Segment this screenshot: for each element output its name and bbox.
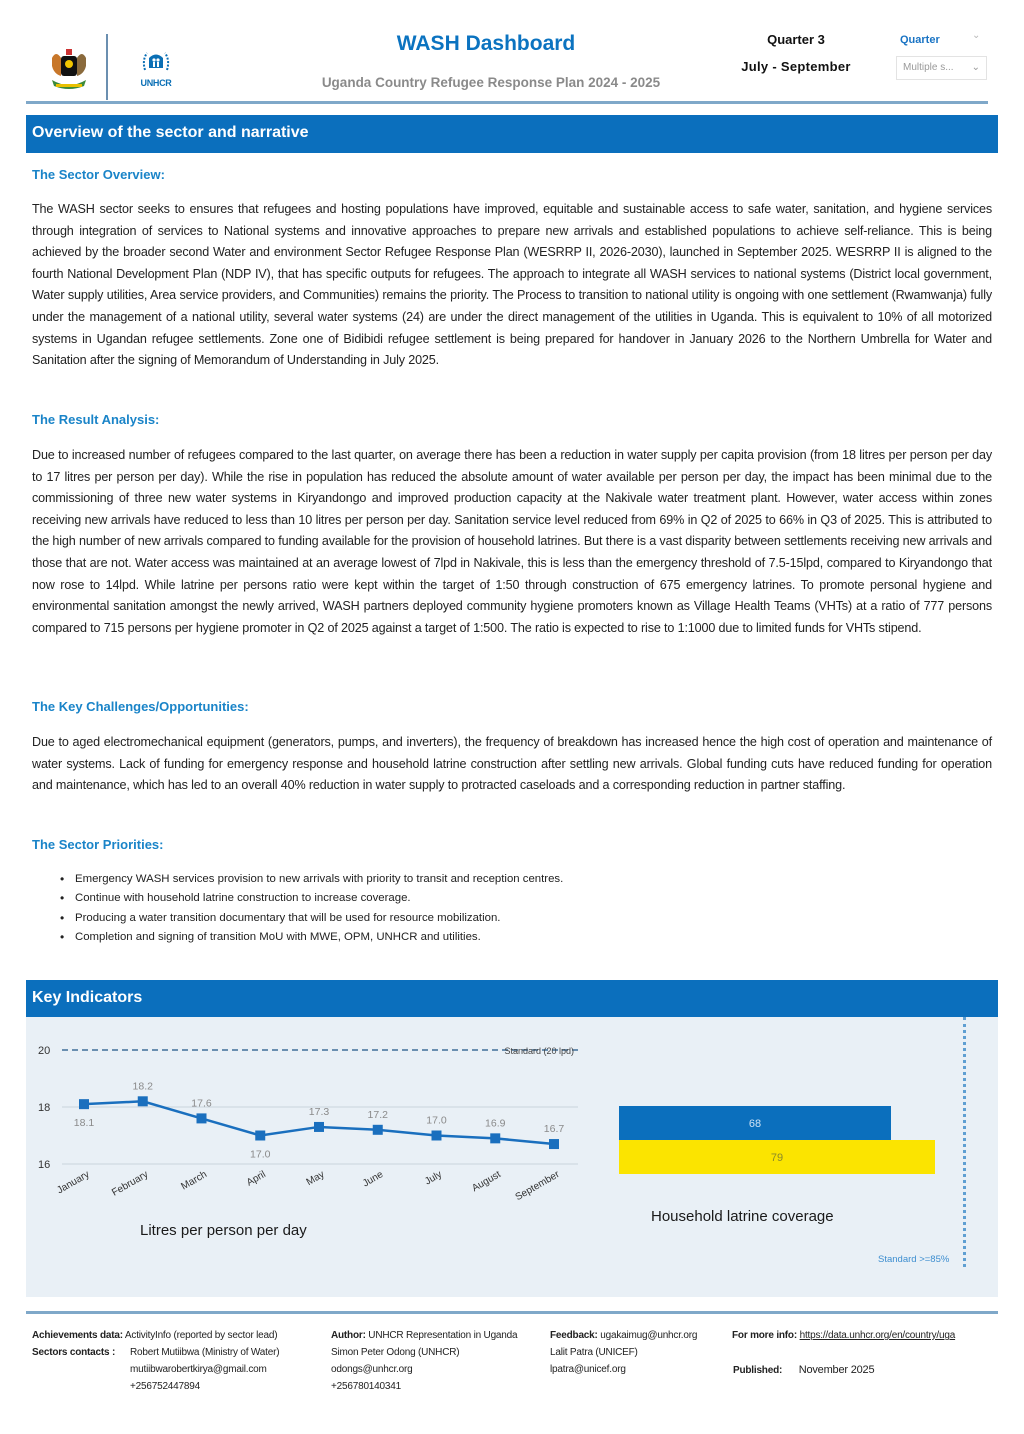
contact-phone: +256752447894 [130, 1381, 200, 1392]
page-title: WASH Dashboard [396, 32, 576, 55]
more-info [732, 1327, 955, 1344]
priority-item: • Completion and signing of transition MoU with MWE, OPM, UNHCR and utilities. [60, 928, 960, 947]
achievements-value: ActivityInfo (reported by sector lead) [124, 1330, 278, 1341]
sectors-contacts-label [32, 1344, 115, 1361]
data-point-marker[interactable] [197, 1113, 207, 1123]
contact-email[interactable]: odongs@unhcr.org [331, 1364, 413, 1375]
sector-overview-heading: The Sector Overview: [32, 167, 165, 182]
priority-item: • Producing a water transition documentary that will be used for resource mobilization. [60, 909, 960, 928]
contact-name: Simon Peter Odong (UNHCR) [331, 1347, 460, 1358]
x-tick-label: May [304, 1169, 327, 1189]
bar-value-label: 79 [770, 1152, 784, 1164]
quarter-filter-dropdown[interactable] [896, 56, 987, 80]
quarter-filter-label: Quarter [900, 34, 940, 46]
challenges-heading: The Key Challenges/Opportunities: [32, 699, 249, 714]
priorities-list [60, 870, 960, 947]
achievements-label: Achievements data: [32, 1330, 123, 1341]
feedback [550, 1327, 697, 1344]
x-tick-label: March [179, 1169, 209, 1193]
line-chart-caption: Litres per person per day [140, 1222, 307, 1239]
data-point-marker[interactable] [314, 1122, 324, 1132]
data-point-marker[interactable] [138, 1096, 148, 1106]
data-label: 17.0 [426, 1114, 447, 1127]
contact-name: Lalit Patra (UNICEF) [550, 1347, 638, 1358]
bar-standard-annotation: Standard >=85% [878, 1254, 950, 1265]
x-tick-label: September [513, 1169, 562, 1204]
x-tick-label: June [360, 1169, 386, 1190]
data-point-marker[interactable] [490, 1133, 500, 1143]
result-analysis-text: Due to increased number of refugees compared to the last quarter, on average there has been a reduction in water supply per capita provision (from 18 litres per person per day to 17 litres per person per day). While the rise in population has reduced the absolute amount of water available per person per day, the impact has been minimal due to the commissioning of three new water systems in Kiryandongo and improved production capacity at the Nakivale water treatment plant. However, water access within zones receiving new arrivals have reduced to less than 10 litres per person per day. Sanitation service level reduced from 69% in Q2 of 2025 to 66% in Q3 of 2025. This is attributed to the high number of new arrivals compared to funding available for the provision of household latrines. But there is a vast disparity between settlements receiving new arrivals and those that are not. Water access was maintained at an average lowest of 7lpd in Nakivale, this is less than the emergency threshold of 7.5-15lpd, compared to Kiryandongo that now rose to 14lpd. While latrine per persons ratio were kept within the target of 1:50 through construction of 675 emergency latrines. To promote personal hygiene and environmental sanitation amongst the newly arrived, WASH partners deployed community hygiene promoters known as Village Health Teams (VHTs) at a ratio of 777 persons compared to 715 persons per hygiene promoter in Q2 of 2025 against a target of 1:500. The ratio is expected to rise to 1:1000 due to limited funds for VHTs stipend. [32, 448, 992, 635]
data-label: 17.2 [367, 1108, 388, 1121]
contact-lalit [550, 1344, 638, 1378]
feedback-email[interactable]: ugakaimug@unhcr.org [600, 1330, 698, 1341]
data-point-marker[interactable] [79, 1099, 89, 1109]
more-info-label: For more info: [732, 1330, 797, 1341]
data-label: 18.1 [73, 1117, 95, 1130]
chevron-down-icon: ⌄ [971, 62, 980, 73]
filter-collapse-chevron-icon[interactable]: ⌄ [972, 30, 981, 41]
quarter-filter-value: Multiple s... [903, 62, 954, 73]
published-label: Published: [733, 1365, 783, 1376]
data-point-marker[interactable] [549, 1139, 559, 1149]
challenges-text: Due to aged electromechanical equipment (generators, pumps, and inverters), the frequency of breakdown has increased hence the high cost of operation and maintenance of water systems. Lack of funding for emergency response and household latrine construction after settling new arrivals. Global funding cuts have reduced funding for operation and maintenance, which has led to an overall 40% reduction in water supply to protracted caseloads and a corresponding reduction in partner staffing. [32, 735, 992, 793]
author [331, 1327, 517, 1344]
contacts-label: Sectors contacts : [32, 1347, 116, 1358]
x-tick-label: January [55, 1169, 92, 1197]
contact-phone: +256780140341 [331, 1381, 401, 1392]
unhcr-logo-text: UNHCR [140, 78, 172, 88]
quarter-label: Quarter 3 [767, 32, 825, 47]
data-point-marker[interactable] [432, 1131, 442, 1141]
x-tick-label: July [423, 1169, 444, 1188]
author-value: UNHCR Representation in Uganda [368, 1330, 518, 1341]
data-label: 17.6 [191, 1097, 212, 1110]
data-label: 17.3 [308, 1105, 330, 1118]
priorities-heading: The Sector Priorities: [32, 837, 164, 852]
standard-reference-label: Standard (20 lpd) [504, 1046, 574, 1056]
page-subtitle: Uganda Country Refugee Response Plan 2024 - 2025 [321, 75, 661, 90]
page-header [26, 28, 988, 102]
bar-chart-caption: Household latrine coverage [651, 1208, 834, 1225]
published [733, 1362, 874, 1379]
uganda-coat-of-arms-icon [48, 46, 90, 92]
data-label: 18.2 [132, 1080, 153, 1093]
author-label: Author: [331, 1330, 366, 1341]
data-point-marker[interactable] [373, 1125, 383, 1135]
data-label: 17.0 [250, 1148, 271, 1161]
priority-item: • Continue with household latrine construction to increase coverage. [60, 889, 960, 908]
y-tick-label: 20 [38, 1045, 51, 1057]
panel-divider [963, 1017, 966, 1267]
contact-name: Robert Mutiibwa (Ministry of Water) [130, 1347, 280, 1358]
footer-divider [26, 1311, 998, 1314]
more-info-link[interactable]: https://data.unhcr.org/en/country/uga [799, 1330, 956, 1341]
data-label: 16.7 [543, 1123, 565, 1136]
contact-email[interactable]: mutiibwarobertkirya@gmail.com [130, 1364, 267, 1375]
contact-simon [331, 1344, 459, 1395]
contact-robert [130, 1344, 279, 1395]
data-label: 16.9 [485, 1117, 506, 1130]
y-tick-label: 16 [38, 1159, 51, 1171]
contact-email[interactable]: lpatra@unicef.org [550, 1364, 626, 1375]
feedback-label: Feedback: [550, 1330, 598, 1341]
litres-per-person-line-chart [26, 1030, 596, 1220]
unhcr-logo [132, 50, 180, 90]
y-tick-label: 18 [38, 1102, 51, 1114]
x-tick-label: April [244, 1169, 268, 1189]
overview-section-header: Overview of the sector and narrative [26, 115, 998, 153]
sector-overview-text: The WASH sector seeks to ensures that refugees and hosting populations have improved, equitable and sustainable access to safe water, sanitation, and hygiene services through integration of services to National systems and innovative approaches to prepare new arrivals and established populations to achieve self-reliance. This is being achieved by the broader second Water and environment Sector Refugee Response Plan (WESRRP II, 2026-2030), launched in September 2025. WESRRP II is aligned to the fourth National Development Plan (NDP IV), that has specific outputs for refugees. The approach to integrate all WASH services to national systems (District local government, Water supply utilities, Area service providers, and Communities) remains the priority. The Process to transition to national utility is ongoing with one settlement (Rwamwanja) fully under the management of a national utility, several water systems (24) are under the direct management of the utilities in Uganda. This is equivalent to 10% of all motorized systems in Ugandan refugee settlements. Zone one of Bidibidi refugee settlement is being prepared for handover in January 2026 to the Northern Umbrella for Water and Sanitation after the signing of Memorandum of Understanding in July 2025. [32, 202, 992, 368]
data-point-marker[interactable] [255, 1131, 265, 1141]
priority-item: • Emergency WASH services provision to new arrivals with priority to transit and reception centres. [60, 870, 960, 889]
x-tick-label: February [110, 1169, 151, 1199]
period-label: July - September [741, 59, 851, 74]
logo-divider [106, 34, 108, 100]
latrine-coverage-bar-chart [600, 1100, 960, 1180]
bar-value-label: 68 [748, 1118, 762, 1130]
header-divider [26, 101, 988, 104]
result-analysis-heading: The Result Analysis: [32, 412, 160, 427]
achievements-data [32, 1327, 277, 1344]
unhcr-emblem-icon [141, 50, 171, 72]
published-date: November 2025 [798, 1364, 875, 1376]
x-tick-label: August [470, 1169, 503, 1195]
key-indicators-header: Key Indicators [26, 980, 998, 1018]
